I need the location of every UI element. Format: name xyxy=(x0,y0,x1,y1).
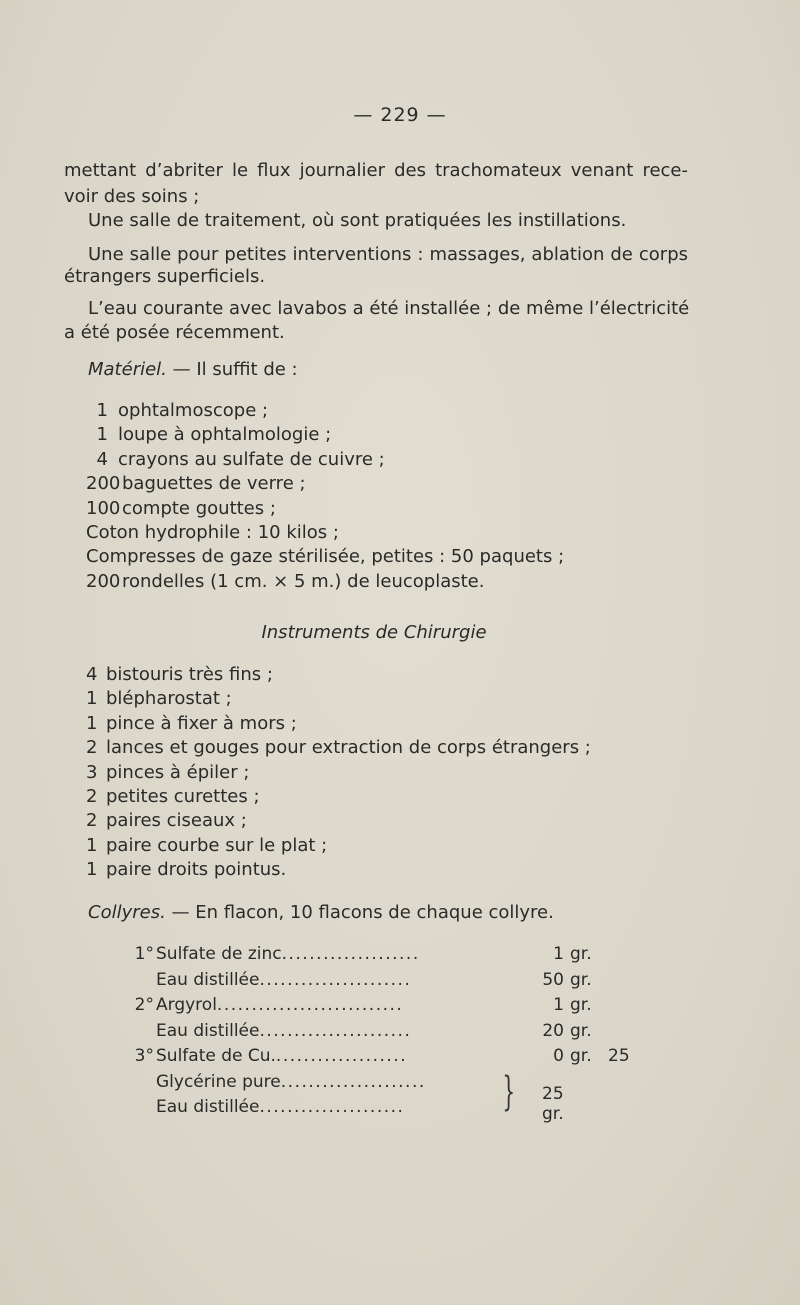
list-item: 1 paire courbe sur le plat ; xyxy=(86,834,328,856)
list-item: 1 ophtalmoscope ; xyxy=(96,400,269,421)
list-item: 1 pince à fixer à mors ; xyxy=(86,712,297,734)
list-item: 200 rondelles (1 cm. × 5 m.) de leucoplaste. xyxy=(86,570,485,592)
paragraph-line: Une salle de traitement, où sont pratiquées les instillations. xyxy=(88,210,627,231)
instruments-heading: Instruments de Chirurgie xyxy=(261,622,487,643)
list-item: 100 compte gouttes ; xyxy=(86,497,276,519)
list-item: 4 bistouris très fins ; xyxy=(86,664,273,685)
list-item: 200 baguettes de verre ; xyxy=(86,473,306,495)
paragraph-line: étrangers superficiels. xyxy=(64,266,266,287)
collyres-intro: — En flacon, 10 flacons de chaque collyre. xyxy=(165,902,554,923)
brace-glyph: } xyxy=(502,1069,516,1115)
list-item: 1 paire droits pointus. xyxy=(86,859,287,881)
materiel-heading: Matériel. xyxy=(88,359,167,380)
materiel-heading-line xyxy=(88,359,298,381)
list-item: 1 blépharostat ; xyxy=(86,688,232,710)
list-item: 2 petites curettes ; xyxy=(86,786,260,808)
paragraph-line: a été posée récemment. xyxy=(64,322,285,343)
list-item: Compresses de gaze stérilisée, petites : 50 paquets ; xyxy=(86,546,565,568)
list-item: 4 crayons au sulfate de cuivre ; xyxy=(96,448,385,470)
materiel-intro: — Il suffit de : xyxy=(166,359,298,380)
paragraph-line: L’eau courante avec lavabos a été installée ; de même l’électricité xyxy=(88,298,690,319)
collyres-heading-line xyxy=(88,902,554,924)
group-value: 25 gr. xyxy=(542,1084,564,1124)
page-number: — 229 — xyxy=(353,104,447,126)
materiel-list xyxy=(82,399,564,594)
list-item: 2 lances et gouges pour extraction de corps étrangers ; xyxy=(86,737,591,759)
paragraph-line: voir des soins ; xyxy=(64,186,200,207)
document-page: — 229 — mettant d’abriter le flux journalier des trachomateux venant rece- voir des soins ; Une salle de traitement, où sont pratiquées les instillations. Une salle pour petites interventions : massages, ablation de corps étrangers superficiels. L’eau courante avec lavabos a été installée ; de même l’électricité a été posée récemment. Matériel. — Il suffit de : 1 ophtalmoscope ; 1 loupe à ophtalmologie ; 4 crayons au sulfate de cuivre ; 200 baguettes de verre ; 100 compte gouttes ; Coton hydrophile : 10 kilos ; Compresses de gaze stérilisée, petites : 50 paquets ; 200 rondelles (1 cm. × 5 m.) de leucoplaste. Instruments de Chirurgie 4 bistouris très fins ; 1 blépharostat ; 1 pince à fixer à mors ; 2 lances et gouges pour extraction de corps étrangers ; 3 pinces à épiler ; 2 petites curettes ; 2 paires ciseaux ; 1 paire courbe sur le plat ; 1 paire droits pointus. Collyres. — En flacon, 10 flacons de chaque collyre. 1° Sulfate de zinc.................... 1 gr. Eau distillée...................... 50 gr. 2° Argyrol........................... 1 gr. Eau distillée...................... 20 gr. 3° Sulfate de Cu.................... 0 gr. 25 Glycérine pure..................... Eau distillée..................... } 25 gr. xyxy=(0,0,800,1305)
list-item: 2 paires ciseaux ; xyxy=(86,810,247,832)
list-item: Coton hydrophile : 10 kilos ; xyxy=(86,522,339,544)
paragraph-line: mettant d’abriter le flux journalier des trachomateux venant rece- xyxy=(64,160,688,181)
list-item: 1 loupe à ophtalmologie ; xyxy=(96,424,332,446)
instruments-list xyxy=(86,663,591,883)
collyres-heading: Collyres. xyxy=(88,902,166,923)
paragraph-line: Une salle pour petites interventions : massages, ablation de corps xyxy=(88,244,688,265)
list-item: 3 pinces à épiler ; xyxy=(86,761,250,783)
